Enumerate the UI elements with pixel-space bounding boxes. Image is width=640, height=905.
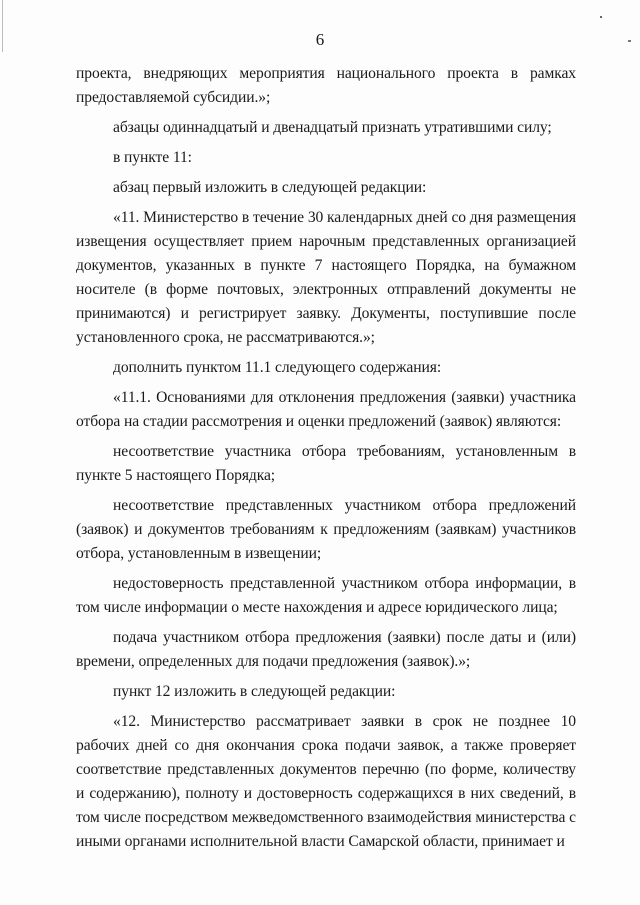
paragraph: недостоверность представленной участником отбора информации, в том числе информации о месте нахождения и адресе юридического лица; — [76, 575, 576, 616]
paragraph: дополнить пунктом 11.1 следующего содержания: — [113, 359, 442, 376]
paragraph: в пункте 11: — [113, 149, 192, 166]
scan-speck — [600, 16, 602, 18]
page-number: 6 — [315, 30, 325, 49]
paragraph: абзац первый изложить в следующей редакции: — [113, 179, 427, 196]
document-body — [76, 62, 576, 860]
paragraph: «12. Министерство рассматривает заявки в срок не позднее 10 рабочих дней со дня окончания срока подачи заявок, а также проверяет соответствие представленных документов перечню (по форме, количеству и содержанию), полноту и достоверность содержащихся в них сведений, в том числе посредством межведомственного взаимодействия министерства с иными органами исполнительной власти Самарской области, принимает и — [76, 713, 576, 850]
paragraph: «11. Министерство в течение 30 календарных дней со дня размещения извещения осуществляет прием нарочным представленных организацией документов, указанных в пункте 7 настоящего Порядка, на бумажном носителе (в форме почтовых, электронных отправлений документы не принимаются) и регистрирует заявку. Документы, поступившие после установленного срока, не рассматриваются.»; — [76, 209, 576, 346]
paragraph: пункт 12 изложить в следующей редакции: — [113, 683, 396, 700]
paragraph: абзацы одиннадцатый и двенадцатый признать утратившими силу; — [113, 119, 552, 136]
paragraph: несоответствие представленных участником отбора предложений (заявок) и документов требованиям к предложениям (заявкам) участников отбора, установленным в извещении; — [76, 497, 576, 562]
paragraph: подача участником отбора предложения (заявки) после даты и (или) времени, определенных для подачи предложения (заявок).»; — [76, 629, 576, 670]
paragraph: несоответствие участника отбора требованиям, установленным в пункте 5 настоящего Порядка; — [76, 443, 576, 484]
paragraph: «11.1. Основаниями для отклонения предложения (заявки) участника отбора на стадии рассмотрения и оценки предложений (заявок) являются: — [76, 389, 576, 430]
paragraph: проекта, внедряющих мероприятия национального проекта в рамках предоставляемой субсидии.»; — [76, 65, 576, 106]
